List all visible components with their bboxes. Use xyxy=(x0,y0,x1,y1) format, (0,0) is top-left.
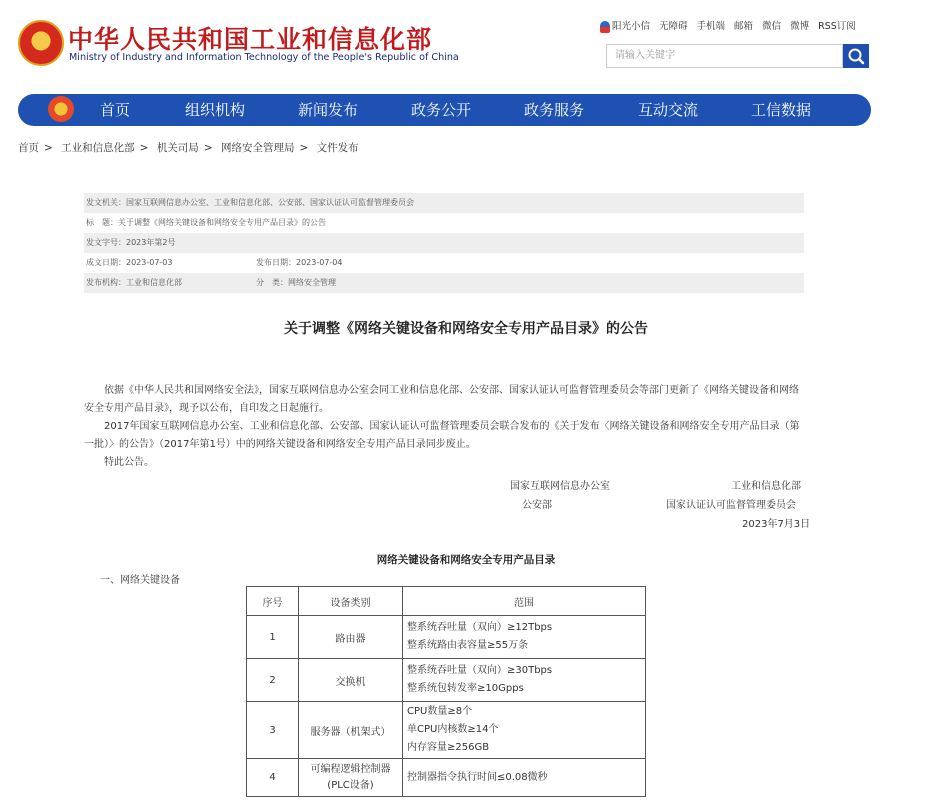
meta-issuer: 发文机关：国家互联网信息办公室、工业和信息化部、公安部、国家认证认可监督管理委员会 xyxy=(84,193,804,213)
table-cell-no: 3 xyxy=(247,702,299,759)
national-emblem-icon xyxy=(18,20,64,66)
meta-publisher-row xyxy=(84,273,804,293)
range-line: 整系统吞吐量（双向）≥12Tbps xyxy=(407,622,553,633)
range-line: 控制器指令执行时间≤0.08微秒 xyxy=(407,771,548,783)
table-row xyxy=(247,659,646,702)
signature-cac: 国家互联网信息办公室 xyxy=(510,481,610,492)
breadcrumb-documents[interactable]: 文件发布 xyxy=(316,142,359,154)
search-icon xyxy=(843,44,869,68)
breadcrumb: 首页 > 工业和信息化部 > 机关司局 > 网络安全管理局 > 文件发布 xyxy=(18,142,359,154)
catalog-section-heading: 一、网络关键设备 xyxy=(100,575,180,586)
table-header-range: 范围 xyxy=(403,587,646,616)
table-cell-no: 4 xyxy=(247,759,299,797)
table-cell-range xyxy=(403,659,646,702)
range-line: 内存容量≥256GB xyxy=(407,742,490,753)
article-title: 关于调整《网络关键设备和网络安全专用产品目录》的公告 xyxy=(284,321,648,337)
table-cell-range xyxy=(403,616,646,659)
range-line: 单CPU内核数≥14个 xyxy=(407,724,499,735)
table-header-type: 设备类别 xyxy=(299,587,403,616)
meta-created: 成文日期：2023-07-03 xyxy=(86,258,173,267)
nav-item-data[interactable]: 工信数据 xyxy=(751,101,812,119)
product-table xyxy=(246,586,646,797)
table-cell-range xyxy=(403,759,646,797)
table-cell-type: 服务器（机架式） xyxy=(299,702,403,759)
range-line: 整系统路由表容量≥55万条 xyxy=(407,640,529,651)
breadcrumb-home[interactable]: 首页 xyxy=(18,142,39,154)
article-paragraph-2: 2017年国家互联网信息办公室、工业和信息化部、公安部、国家认证认可监督管理委员会联合发布的《关于发布〈网络关键设备和网络安全专用产品目录（第一批）〉的公告》（2017年第1号）中的网络关键设备和网络安全专用产品目录同步废止。 xyxy=(84,421,800,450)
meta-dates xyxy=(84,253,804,273)
table-header-no: 序号 xyxy=(247,587,299,616)
nav-item-news[interactable]: 新闻发布 xyxy=(298,101,359,119)
table-row xyxy=(247,759,646,797)
signature-miit: 工业和信息化部 xyxy=(731,481,801,492)
site-logo-title[interactable]: 中华人民共和国工业和信息化部 xyxy=(68,25,433,54)
table-cell-type: 可编程逻辑控制器(PLC设备) xyxy=(299,759,403,797)
top-links xyxy=(600,18,856,33)
range-line: 整系统包转发率≥10Gpps xyxy=(407,683,524,694)
nav-item-interaction[interactable]: 互动交流 xyxy=(638,101,699,119)
signature-cnca: 国家认证认可监督管理委员会 xyxy=(666,500,796,511)
meta-doc-no: 发文字号：2023年第2号 xyxy=(84,233,804,253)
meta-publisher: 发布机构：工业和信息化部 xyxy=(86,278,182,287)
table-cell-no: 1 xyxy=(247,616,299,659)
search-button[interactable] xyxy=(843,44,869,68)
table-cell-type: 交换机 xyxy=(299,659,403,702)
table-row xyxy=(247,702,646,759)
top-link-wechat[interactable]: 微信 xyxy=(762,21,782,33)
top-link-rss[interactable]: RSS订阅 xyxy=(818,21,856,33)
site-logo-subtitle: Ministry of Industry and Information Technology of the People's Republic of China xyxy=(69,52,459,63)
nav-logo-icon xyxy=(48,96,74,122)
breadcrumb-departments[interactable]: 机关司局 xyxy=(156,142,199,154)
signature-date: 2023年7月3日 xyxy=(742,519,811,530)
article-paragraph-3: 特此公告。 xyxy=(104,457,154,468)
table-header-row xyxy=(247,587,646,616)
nav-item-gov-services[interactable]: 政务服务 xyxy=(524,101,585,119)
range-line: 整系统吞吐量（双向）≥30Tbps xyxy=(407,665,553,676)
table-cell-type: 路由器 xyxy=(299,616,403,659)
nav-item-organization[interactable]: 组织机构 xyxy=(185,101,246,119)
breadcrumb-ministry[interactable]: 工业和信息化部 xyxy=(61,142,135,154)
person-icon xyxy=(600,21,610,33)
table-row xyxy=(247,616,646,659)
range-line: CPU数量≥8个 xyxy=(407,706,473,717)
top-link-weibo[interactable]: 微博 xyxy=(790,21,810,33)
table-cell-range xyxy=(403,702,646,759)
signature-mps: 公安部 xyxy=(522,500,552,511)
top-link-accessibility[interactable]: 无障碍 xyxy=(659,21,688,33)
nav-item-gov-affairs[interactable]: 政务公开 xyxy=(411,101,472,119)
breadcrumb-security-bureau[interactable]: 网络安全管理局 xyxy=(220,142,295,154)
search-input[interactable]: 请输入关键字 xyxy=(606,44,843,68)
top-link-mail[interactable]: 邮箱 xyxy=(734,21,754,33)
nav-item-home[interactable]: 首页 xyxy=(100,101,131,119)
meta-published: 发布日期：2023-07-04 xyxy=(256,258,343,267)
top-link-sunshine[interactable]: 阳光小信 xyxy=(600,18,650,33)
catalog-title: 网络关键设备和网络安全专用产品目录 xyxy=(376,554,556,566)
meta-category: 分 类：网络安全管理 xyxy=(256,278,336,287)
top-link-mobile[interactable]: 手机端 xyxy=(696,21,726,33)
table-cell-no: 2 xyxy=(247,659,299,702)
meta-title: 标 题：关于调整《网络关键设备和网络安全专用产品目录》的公告 xyxy=(86,218,326,227)
article-paragraph-1: 依据《中华人民共和国网络安全法》，国家互联网信息办公室会同工业和信息化部、公安部、国家认证认可监督管理委员会等部门更新了《网络关键设备和网络安全专用产品目录》，现予以公布，自印发之日起施行。 xyxy=(84,385,799,414)
